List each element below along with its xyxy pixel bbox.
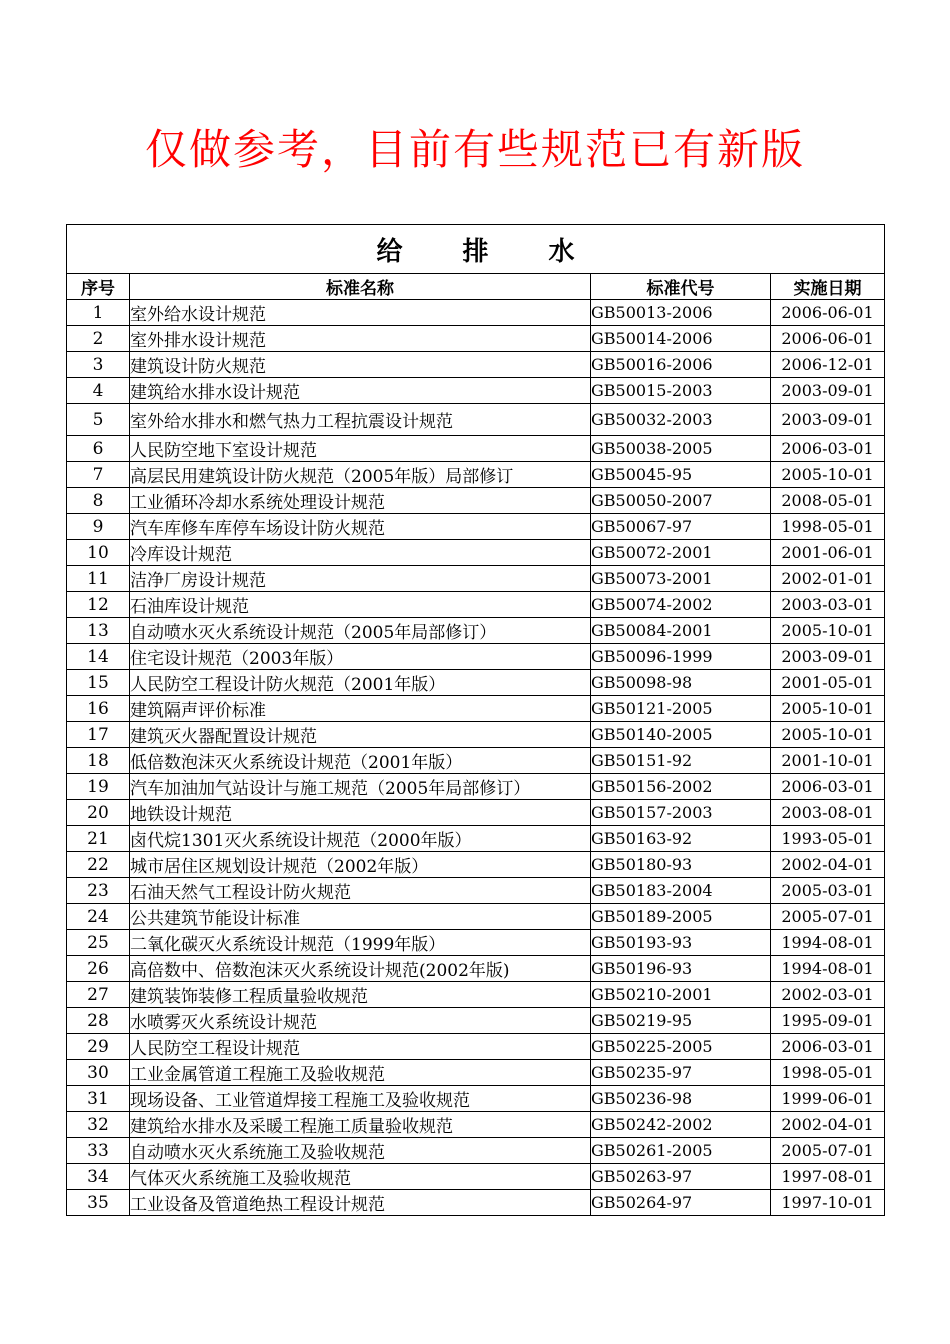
cell-code: GB50264-97 [591, 1190, 771, 1216]
cell-date: 1995-09-01 [771, 1008, 885, 1034]
cell-no: 7 [67, 462, 130, 488]
cell-name: 石油天然气工程设计防火规范 [130, 878, 591, 904]
cell-date: 2003-08-01 [771, 800, 885, 826]
cell-code: GB50163-92 [591, 826, 771, 852]
table-row [67, 540, 885, 566]
table-row [67, 1138, 885, 1164]
cell-no: 35 [67, 1190, 130, 1216]
cell-no: 3 [67, 352, 130, 378]
cell-date: 2005-03-01 [771, 878, 885, 904]
cell-name: 室外给水排水和燃气热力工程抗震设计规范 [130, 404, 591, 436]
cell-code: GB50045-95 [591, 462, 771, 488]
cell-no: 17 [67, 722, 130, 748]
cell-code: GB50157-2003 [591, 800, 771, 826]
table-row [67, 878, 885, 904]
cell-code: GB50140-2005 [591, 722, 771, 748]
cell-date: 2001-10-01 [771, 748, 885, 774]
cell-name: 建筑装饰装修工程质量验收规范 [130, 982, 591, 1008]
table-row [67, 696, 885, 722]
cell-date: 1993-05-01 [771, 826, 885, 852]
table-row [67, 352, 885, 378]
table-row [67, 826, 885, 852]
table-row [67, 774, 885, 800]
cell-name: 低倍数泡沫灭火系统设计规范（2001年版） [130, 748, 591, 774]
cell-code: GB50225-2005 [591, 1034, 771, 1060]
cell-date: 2006-06-01 [771, 300, 885, 326]
cell-code: GB50096-1999 [591, 644, 771, 670]
cell-code: GB50014-2006 [591, 326, 771, 352]
cell-code: GB50183-2004 [591, 878, 771, 904]
cell-no: 9 [67, 514, 130, 540]
cell-name: 公共建筑节能设计标准 [130, 904, 591, 930]
table-row [67, 1060, 885, 1086]
cell-date: 1994-08-01 [771, 930, 885, 956]
cell-no: 19 [67, 774, 130, 800]
cell-date: 2001-05-01 [771, 670, 885, 696]
cell-name: 住宅设计规范（2003年版） [130, 644, 591, 670]
cell-date: 1997-10-01 [771, 1190, 885, 1216]
cell-code: GB50156-2002 [591, 774, 771, 800]
table-row [67, 1112, 885, 1138]
page-title: 仅做参考，目前有些规范已有新版 [144, 125, 805, 174]
cell-name: 人民防空地下室设计规范 [130, 436, 591, 462]
cell-code: GB50015-2003 [591, 378, 771, 404]
cell-code: GB50013-2006 [591, 300, 771, 326]
cell-code: GB50084-2001 [591, 618, 771, 644]
cell-no: 31 [67, 1086, 130, 1112]
cell-code: GB50193-93 [591, 930, 771, 956]
cell-code: GB50038-2005 [591, 436, 771, 462]
cell-no: 21 [67, 826, 130, 852]
table-body [67, 300, 885, 1216]
table-row [67, 930, 885, 956]
cell-code: GB50210-2001 [591, 982, 771, 1008]
cell-no: 23 [67, 878, 130, 904]
header-code: 标准代号 [591, 274, 771, 300]
table-row [67, 982, 885, 1008]
cell-code: GB50050-2007 [591, 488, 771, 514]
cell-name: 工业循环冷却水系统处理设计规范 [130, 488, 591, 514]
cell-no: 33 [67, 1138, 130, 1164]
cell-no: 29 [67, 1034, 130, 1060]
cell-date: 2002-04-01 [771, 1112, 885, 1138]
cell-date: 2003-09-01 [771, 404, 885, 436]
cell-no: 22 [67, 852, 130, 878]
cell-date: 2005-10-01 [771, 722, 885, 748]
cell-no: 13 [67, 618, 130, 644]
cell-date: 1998-05-01 [771, 514, 885, 540]
table-row [67, 1086, 885, 1112]
cell-name: 地铁设计规范 [130, 800, 591, 826]
table-row [67, 514, 885, 540]
cell-name: 建筑设计防火规范 [130, 352, 591, 378]
cell-no: 6 [67, 436, 130, 462]
cell-date: 2003-09-01 [771, 378, 885, 404]
table-row [67, 722, 885, 748]
cell-name: 气体灭火系统施工及验收规范 [130, 1164, 591, 1190]
cell-name: 二氧化碳灭火系统设计规范（1999年版） [130, 930, 591, 956]
cell-date: 2005-10-01 [771, 696, 885, 722]
table-row [67, 670, 885, 696]
cell-date: 2002-03-01 [771, 982, 885, 1008]
cell-no: 4 [67, 378, 130, 404]
table-section-title: 给排水 [67, 225, 885, 274]
table-row [67, 436, 885, 462]
cell-name: 现场设备、工业管道焊接工程施工及验收规范 [130, 1086, 591, 1112]
cell-code: GB50219-95 [591, 1008, 771, 1034]
cell-no: 20 [67, 800, 130, 826]
table-row [67, 378, 885, 404]
header-no: 序号 [67, 274, 130, 300]
cell-no: 18 [67, 748, 130, 774]
cell-name: 建筑隔声评价标准 [130, 696, 591, 722]
cell-name: 自动喷水灭火系统设计规范（2005年局部修订） [130, 618, 591, 644]
cell-code: GB50098-98 [591, 670, 771, 696]
cell-code: GB50016-2006 [591, 352, 771, 378]
cell-no: 34 [67, 1164, 130, 1190]
cell-name: 自动喷水灭火系统施工及验收规范 [130, 1138, 591, 1164]
cell-code: GB50263-97 [591, 1164, 771, 1190]
cell-name: 建筑给水排水及采暖工程施工质量验收规范 [130, 1112, 591, 1138]
cell-no: 11 [67, 566, 130, 592]
cell-code: GB50072-2001 [591, 540, 771, 566]
cell-code: GB50074-2002 [591, 592, 771, 618]
cell-no: 30 [67, 1060, 130, 1086]
cell-code: GB50189-2005 [591, 904, 771, 930]
cell-no: 1 [67, 300, 130, 326]
cell-name: 室外给水设计规范 [130, 300, 591, 326]
cell-no: 28 [67, 1008, 130, 1034]
cell-name: 汽车加油加气站设计与施工规范（2005年局部修订） [130, 774, 591, 800]
cell-date: 2006-03-01 [771, 1034, 885, 1060]
cell-code: GB50235-97 [591, 1060, 771, 1086]
standards-table [66, 224, 885, 1216]
table-row [67, 462, 885, 488]
table-row [67, 644, 885, 670]
cell-date: 2001-06-01 [771, 540, 885, 566]
table-row [67, 904, 885, 930]
cell-name: 人民防空工程设计防火规范（2001年版） [130, 670, 591, 696]
cell-name: 高倍数中、倍数泡沫灭火系统设计规范(2002年版) [130, 956, 591, 982]
cell-code: GB50151-92 [591, 748, 771, 774]
cell-date: 2006-03-01 [771, 774, 885, 800]
cell-date: 2005-07-01 [771, 1138, 885, 1164]
cell-date: 2005-07-01 [771, 904, 885, 930]
table-row [67, 800, 885, 826]
cell-name: 高层民用建筑设计防火规范（2005年版）局部修订 [130, 462, 591, 488]
cell-code: GB50067-97 [591, 514, 771, 540]
cell-code: GB50121-2005 [591, 696, 771, 722]
table-row [67, 1190, 885, 1216]
cell-name: 室外排水设计规范 [130, 326, 591, 352]
cell-name: 石油库设计规范 [130, 592, 591, 618]
table-row [67, 956, 885, 982]
cell-date: 2002-04-01 [771, 852, 885, 878]
cell-no: 25 [67, 930, 130, 956]
table-row [67, 1034, 885, 1060]
cell-name: 水喷雾灭火系统设计规范 [130, 1008, 591, 1034]
cell-code: GB50180-93 [591, 852, 771, 878]
table-row [67, 300, 885, 326]
table-row [67, 618, 885, 644]
cell-date: 2006-06-01 [771, 326, 885, 352]
cell-date: 1998-05-01 [771, 1060, 885, 1086]
cell-date: 2003-03-01 [771, 592, 885, 618]
cell-code: GB50242-2002 [591, 1112, 771, 1138]
cell-date: 1999-06-01 [771, 1086, 885, 1112]
cell-no: 2 [67, 326, 130, 352]
cell-no: 27 [67, 982, 130, 1008]
table-header-row [67, 274, 885, 300]
cell-code: GB50196-93 [591, 956, 771, 982]
cell-date: 2006-12-01 [771, 352, 885, 378]
table-row [67, 1008, 885, 1034]
table-row [67, 326, 885, 352]
cell-no: 10 [67, 540, 130, 566]
table-row [67, 404, 885, 436]
cell-date: 2005-10-01 [771, 618, 885, 644]
table-row [67, 1164, 885, 1190]
table-row [67, 566, 885, 592]
cell-code: GB50073-2001 [591, 566, 771, 592]
cell-name: 洁净厂房设计规范 [130, 566, 591, 592]
cell-no: 15 [67, 670, 130, 696]
cell-no: 16 [67, 696, 130, 722]
cell-name: 冷库设计规范 [130, 540, 591, 566]
cell-name: 工业金属管道工程施工及验收规范 [130, 1060, 591, 1086]
cell-no: 32 [67, 1112, 130, 1138]
cell-date: 2008-05-01 [771, 488, 885, 514]
cell-date: 2002-01-01 [771, 566, 885, 592]
cell-date: 2005-10-01 [771, 462, 885, 488]
cell-date: 2006-03-01 [771, 436, 885, 462]
cell-name: 城市居住区规划设计规范（2002年版） [130, 852, 591, 878]
cell-name: 工业设备及管道绝热工程设计规范 [130, 1190, 591, 1216]
table-row [67, 748, 885, 774]
cell-date: 1994-08-01 [771, 956, 885, 982]
table-row [67, 852, 885, 878]
cell-date: 2003-09-01 [771, 644, 885, 670]
header-name: 标准名称 [130, 274, 591, 300]
cell-name: 建筑给水排水设计规范 [130, 378, 591, 404]
cell-date: 1997-08-01 [771, 1164, 885, 1190]
cell-name: 人民防空工程设计规范 [130, 1034, 591, 1060]
cell-name: 汽车库修车库停车场设计防火规范 [130, 514, 591, 540]
cell-name: 卤代烷1301灭火系统设计规范（2000年版） [130, 826, 591, 852]
cell-no: 14 [67, 644, 130, 670]
cell-no: 26 [67, 956, 130, 982]
cell-no: 24 [67, 904, 130, 930]
cell-code: GB50261-2005 [591, 1138, 771, 1164]
cell-name: 建筑灭火器配置设计规范 [130, 722, 591, 748]
cell-no: 12 [67, 592, 130, 618]
cell-code: GB50236-98 [591, 1086, 771, 1112]
table-row [67, 592, 885, 618]
cell-no: 8 [67, 488, 130, 514]
cell-no: 5 [67, 404, 130, 436]
cell-code: GB50032-2003 [591, 404, 771, 436]
table-row [67, 488, 885, 514]
header-date: 实施日期 [771, 274, 885, 300]
